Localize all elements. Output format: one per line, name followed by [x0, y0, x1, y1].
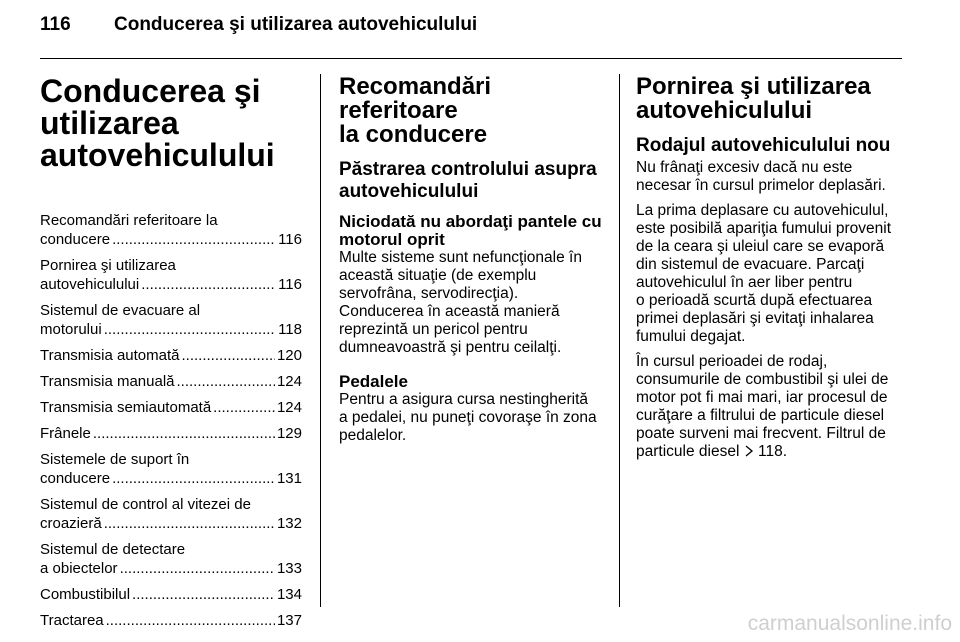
- text-line: fumului degajat.: [636, 328, 746, 345]
- text-line: necesar în cursul primelor deplasări.: [636, 177, 886, 194]
- subsection-title: [339, 159, 605, 203]
- section-title-line: autovehiculului: [636, 97, 813, 124]
- text-line: pedalelor.: [339, 427, 407, 444]
- toc-dot-leader: [182, 346, 275, 365]
- toc-entry-page: 132: [276, 515, 302, 532]
- text-line: consumurile de combustibil şi ulei de: [636, 371, 889, 388]
- starting-operating-column: [636, 75, 904, 468]
- toc-entry-first-line: Sistemul de control al vitezei de: [40, 496, 251, 513]
- subsection-title-line: autovehiculului: [339, 181, 479, 202]
- toc-entry[interactable]: [40, 611, 302, 630]
- text-fragment: .: [782, 443, 788, 460]
- toc-dot-leader: [141, 275, 276, 294]
- toc-entry-first-line: Sistemul de evacuare al: [40, 302, 201, 319]
- toc-entry-row: [40, 275, 302, 294]
- table-of-contents: [40, 211, 302, 630]
- toc-entry[interactable]: [40, 346, 302, 365]
- chapter-toc-column: [40, 75, 302, 637]
- page-number: 116: [40, 14, 71, 35]
- subsection-title: Rodajul autovehiculului nou: [636, 135, 891, 156]
- toc-entry-first-line: Sistemele de suport în: [40, 451, 190, 468]
- toc-entry-page: 118: [278, 321, 302, 338]
- toc-entry-row: [40, 230, 302, 249]
- toc-entry-row: [40, 611, 302, 630]
- toc-entry-row: [40, 514, 302, 533]
- text-fragment: particule diesel: [636, 443, 740, 460]
- toc-entry-title: Tractarea: [40, 612, 104, 629]
- text-line: reprezintă un pericol pentru: [339, 321, 528, 338]
- toc-entry[interactable]: [40, 398, 302, 417]
- toc-entry[interactable]: [40, 256, 302, 294]
- toc-entry-title: croazieră: [40, 515, 102, 532]
- chapter-title-line: utilizarea: [40, 105, 179, 141]
- toc-entry-page: 124: [276, 399, 302, 416]
- section-title: [636, 75, 904, 123]
- text-line: este posibilă apariţia fumului provenit: [636, 220, 892, 237]
- text-line: de la ceara şi uleiul care se evaporă: [636, 238, 885, 255]
- text-line: curăţare a filtrului de particule diesel: [636, 407, 885, 424]
- toc-entry-page: 133: [276, 560, 302, 577]
- text-line: primei deplasări şi evitaţi inhalarea: [636, 310, 874, 327]
- text-line: Pentru a asigura cursa nestingherită: [339, 391, 589, 408]
- toc-entry-first-line: Recomandări referitoare la: [40, 212, 218, 229]
- text-line: motor pot fi mai mari, iar procesul de: [636, 389, 888, 406]
- toc-entry-row: [40, 424, 302, 443]
- column-divider: [619, 74, 620, 607]
- heading-line: motorul oprit: [339, 230, 445, 249]
- chapter-title-line: autovehiculului: [40, 137, 275, 173]
- arrow-reference-icon: [744, 443, 754, 461]
- toc-entry-title: autovehiculului: [40, 276, 140, 293]
- toc-entry-title: conducere: [40, 470, 111, 487]
- chapter-title: [40, 75, 302, 171]
- toc-entry-title: Frânele: [40, 425, 91, 442]
- toc-entry-page: 129: [276, 425, 302, 442]
- toc-entry[interactable]: [40, 372, 302, 391]
- subsection-title-line: Păstrarea controlului asupra: [339, 159, 597, 180]
- text-line: Multe sisteme sunt nefuncţionale în: [339, 249, 582, 266]
- text-line: a pedalei, nu puneţi covoraşe în zona: [339, 409, 597, 426]
- toc-entry-row: [40, 398, 302, 417]
- driving-hints-column: [339, 75, 605, 452]
- page-header: [40, 14, 902, 59]
- toc-dot-leader: [104, 514, 275, 533]
- toc-dot-leader: [177, 372, 275, 391]
- text-line: o perioadă scurtă după efectuarea: [636, 292, 873, 309]
- toc-entry[interactable]: [40, 450, 302, 488]
- toc-entry[interactable]: [40, 540, 302, 578]
- section-title-line: la conducere: [339, 121, 488, 148]
- toc-entry-page: 134: [276, 586, 302, 603]
- toc-entry-row: [40, 585, 302, 604]
- text-line: poate surveni mai frecvent. Filtrul de: [636, 425, 886, 442]
- toc-entry-title: Transmisia manuală: [40, 373, 175, 390]
- section-title-line: Pornirea şi utilizarea: [636, 73, 871, 100]
- paragraph-braking: [636, 159, 904, 195]
- toc-entry[interactable]: [40, 585, 302, 604]
- toc-entry-row: [40, 469, 302, 488]
- toc-dot-leader: [112, 469, 275, 488]
- running-title: Conducerea şi utilizarea autovehiculului: [114, 14, 478, 35]
- toc-entry-page: 116: [278, 276, 302, 293]
- toc-entry-title: Combustibilul: [40, 586, 131, 603]
- text-line: Conducerea în această manieră: [339, 303, 560, 320]
- toc-entry[interactable]: [40, 495, 302, 533]
- toc-entry-title: motorului: [40, 321, 102, 338]
- toc-dot-leader: [120, 559, 275, 578]
- section-title: [339, 75, 605, 147]
- text-line: dumneavoastră şi pentru ceilalţi.: [339, 339, 562, 356]
- heading-no-coasting: [339, 213, 605, 249]
- toc-entry-row: [40, 320, 302, 339]
- paragraph-running-in: [636, 353, 904, 461]
- toc-entry[interactable]: [40, 424, 302, 443]
- toc-entry-row: [40, 372, 302, 391]
- heading-pedals: Pedalele: [339, 372, 408, 391]
- text-line: În cursul perioadei de rodaj,: [636, 353, 828, 370]
- paragraph-smoke: [636, 202, 904, 346]
- chapter-title-line: Conducerea şi: [40, 73, 261, 109]
- toc-entry-first-line: Pornirea şi utilizarea: [40, 257, 176, 274]
- toc-entry-title: Transmisia automată: [40, 347, 180, 364]
- toc-dot-leader: [112, 230, 276, 249]
- toc-dot-leader: [106, 611, 275, 630]
- section-title-line: Recomandări referitoare: [339, 73, 492, 124]
- toc-entry[interactable]: [40, 301, 302, 339]
- toc-entry-title: a obiectelor: [40, 560, 118, 577]
- column-divider: [320, 74, 321, 607]
- toc-dot-leader: [213, 398, 275, 417]
- paragraph-pedals: [339, 391, 605, 445]
- text-line: La prima deplasare cu autovehiculul,: [636, 202, 889, 219]
- toc-entry-page: 131: [276, 470, 302, 487]
- watermark: carmanualsonline.info: [747, 612, 952, 635]
- text-line: această situaţie (de exemplu: [339, 267, 537, 284]
- toc-entry-row: [40, 559, 302, 578]
- toc-dot-leader: [93, 424, 275, 443]
- heading-line: Niciodată nu abordaţi pantele cu: [339, 212, 602, 231]
- text-line: [636, 443, 904, 461]
- toc-entry-page: 137: [276, 612, 302, 629]
- toc-dot-leader: [104, 320, 276, 339]
- text-line: autovehiculul în aer liber pentru: [636, 274, 853, 291]
- page-reference-link[interactable]: 118: [758, 443, 783, 460]
- toc-entry-title: conducere: [40, 231, 111, 248]
- paragraph-no-coasting: [339, 249, 605, 357]
- toc-dot-leader: [132, 585, 275, 604]
- text-line: servofrâna, servodirecţia).: [339, 285, 519, 302]
- toc-entry-row: [40, 346, 302, 365]
- toc-entry-page: 124: [276, 373, 302, 390]
- text-line: Nu frânaţi excesiv dacă nu este: [636, 159, 853, 176]
- toc-entry-page: 116: [278, 231, 302, 248]
- toc-entry-page: 120: [276, 347, 302, 364]
- toc-entry[interactable]: [40, 211, 302, 249]
- text-line: din sistemul de evacuare. Parcaţi: [636, 256, 865, 273]
- toc-entry-first-line: Sistemul de detectare: [40, 541, 186, 558]
- toc-entry-title: Transmisia semiautomată: [40, 399, 212, 416]
